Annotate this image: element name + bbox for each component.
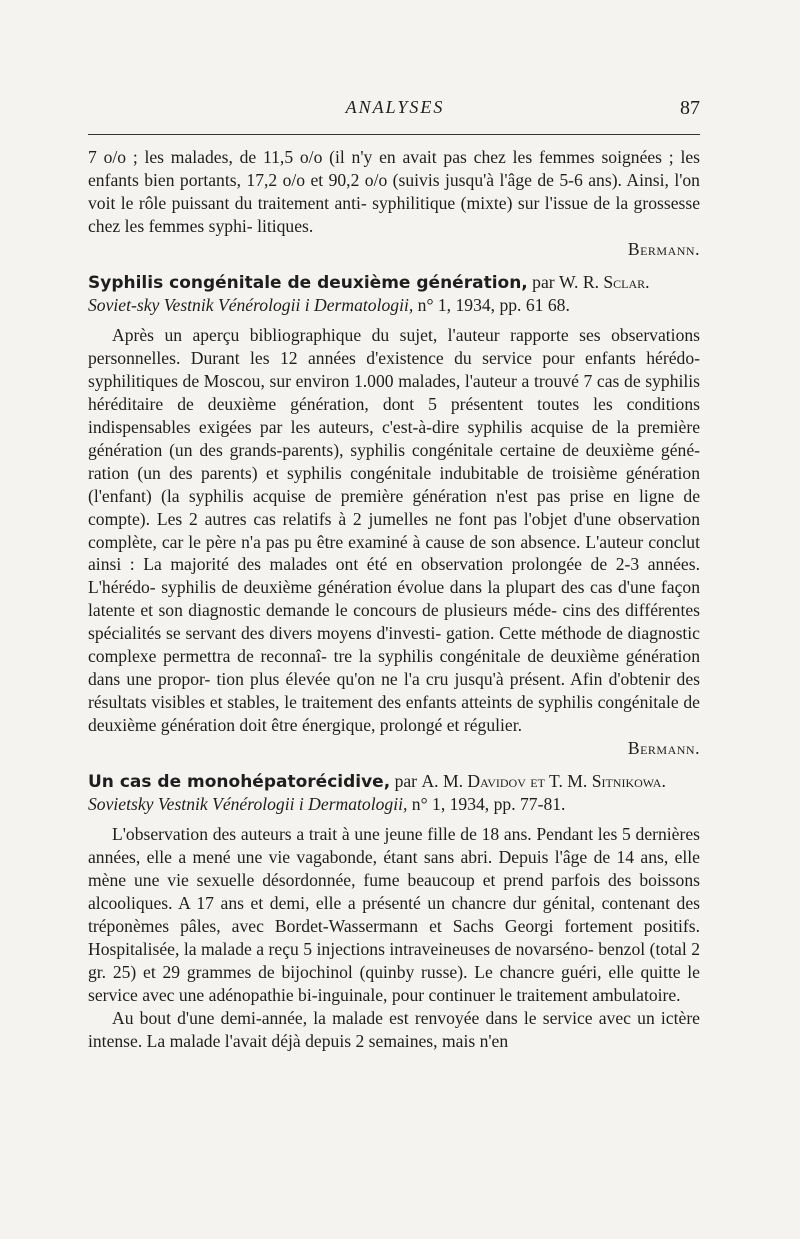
par-label: par [532,271,555,292]
article-heading [88,271,700,318]
article-authors: W. R. Sclar. [559,271,650,292]
prev-article-text [88,146,700,238]
text-line: l'auteur a trouvé 7 cas de syphilis héréditaire de deuxième génération, [88,371,701,415]
text-line: des grands-parents), syphilis congénitale certaine de deuxième géné- [199,439,700,460]
text-line: régulier. [463,714,522,735]
text-line: l'âge de 5-6 ans). Ainsi, l'on voit le rôle puissant du traitement anti- [88,169,700,213]
text-line: benzol (total 2 gr. 25) et 29 grammes de bijochinol (quinby russe). Le [88,938,700,982]
text-line: syphilitique (mixte) sur l'issue de la grossesse chez les femmes syphi- [88,192,701,236]
text-line: résultats visibles et stables, le traitement des enfants atteints de syphilis [88,691,593,712]
signature: Bermann. [627,238,700,259]
article-paragraph [88,324,700,736]
text-line: 7 o/o ; les malades, de 11,5 o/o (il n'y en avait pas chez les femmes [88,147,595,167]
running-title: ANALYSES [345,97,445,117]
text-line: chancre guéri, elle quitte le service avec une adénopathie bi-inguinale, [88,961,700,1005]
text-line: syphilis de deuxième génération évolue dans la plupart des cas d'une [161,577,656,598]
issue-info: n° 1, 1934, pp. 77-81. [411,794,566,815]
text-line: L'observation des auteurs a trait à une jeune fille de 18 ans. Pendant [112,824,594,845]
text-line: un ictère intense. La malade l'avait déjà depuis 2 semaines, mais n'en [88,1007,700,1051]
text-line: les 5 dernières années, elle a mené une vie vagabonde, étant sans abri. [88,824,700,868]
text-line: tre la syphilis congénitale de deuxième génération dans une propor- [88,646,700,689]
text-line: auteurs, c'est-à-dire syphilis acquise de la première génération (un [88,416,700,460]
text-line: pâles, avec Bordet-Wassermann et Sachs Georgi fortement positifs. [180,916,701,936]
text-line: Hospitalisée, la malade a reçu 5 injections intraveineuses de novarséno- [88,938,594,959]
text-line: pour continuer le traitement ambulatoire. [391,984,681,1005]
text-line: des malades ont été en observation prolongée de 2-3 années. L'hérédo- [88,554,700,598]
article-paragraph [88,823,700,1006]
page-number: 87 [680,97,700,119]
text-line: tion plus élevée qu'on ne l'a cru jusqu'à présent. Afin d'obtenir des [216,668,700,689]
page-header [90,97,700,127]
article-heading [88,770,700,817]
text-line: ne font pas l'objet d'une observation complète, car le père n'a pas pu [88,508,700,552]
text-line: façon latente et son diagnostic demande le concours de plusieurs méde- [88,577,700,621]
text-line: génération (l'enfant) (la syphilis acquise de première génération n'est [88,462,700,506]
article-title: Syphilis congénitale de deuxième génération, [88,272,528,293]
journal-name: Soviet-sky Vestnik Vénérologii i Dermatologii, [88,295,414,316]
text-line: dont 5 présentent toutes les conditions indispensables exigées par les [88,394,700,437]
signature: Bermann. [627,737,700,758]
par-label: par [394,770,418,791]
text-line: observations personnelles. Durant les 12 années d'existence du service [88,325,701,369]
page-body [88,146,700,1052]
text-line: Depuis l'âge de 14 ans, elle mène une vie sexuelle désordonnée, fume [88,847,700,891]
text-line: Après un aperçu bibliographique du sujet, l'auteur rapporte ses [112,325,601,346]
header-rule [88,134,700,135]
article-authors: A. M. Davidov et T. M. Sitnikowa. [421,770,666,791]
text-line: gation. Cette méthode de diagnostic complexe permettra de reconnaî- [88,623,700,667]
text-line: beaucoup et prend parfois des boissons alcooliques. A 17 ans et [88,870,700,914]
article-title: Un cas de monohépatorécidive, [88,771,391,792]
text-line: pour enfants hérédo-syphilitiques de Moscou, sur environ 1.000 malades, [88,348,700,392]
text-line: pas prise en ligne de compte). Les 2 autres cas relatifs à 2 jumelles [88,485,701,529]
text-line: ration (un des parents) et syphilis congénitale indubitable de troisième [88,462,618,483]
text-line: cins des différentes spécialités se servant des divers moyens d'investi- [88,600,701,644]
text-line: litiques. [257,215,314,236]
text-line: congénitale de deuxième génération doit être énergique, prolongé et [88,691,700,735]
text-line: être examiné à cause de son absence. L'auteur conclut ainsi : La majorité [88,531,700,575]
text-line: soignées ; les enfants bien portants, 17,2 o/o et 90,2 o/o (suivis jusqu'à [88,147,701,190]
text-line: Au bout d'une demi-année, la malade est renvoyée dans le service avec [112,1007,631,1028]
journal-name: Sovietsky Vestnik Vénérologii i Dermatologii, [88,794,408,815]
article-paragraph [88,1007,700,1053]
text-line: demi, elle a présenté un chancre dur génital, contenant des tréponèmes [88,893,700,936]
issue-info: n° 1, 1934, pp. 61 68. [417,295,570,316]
